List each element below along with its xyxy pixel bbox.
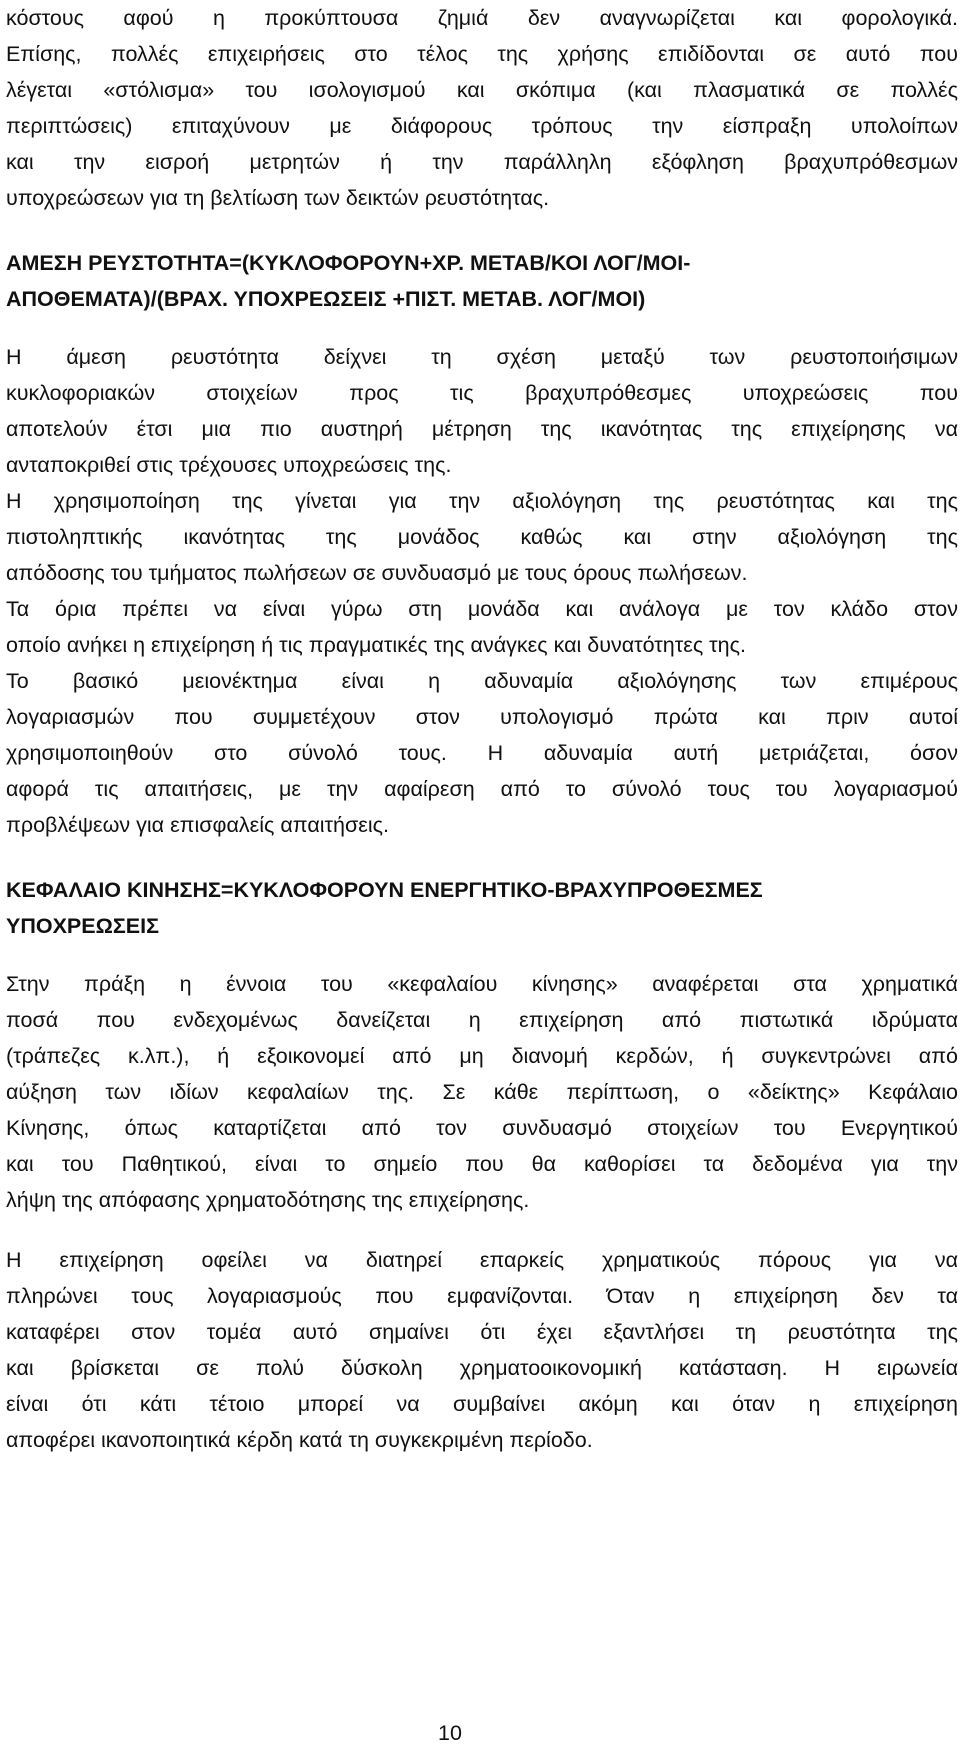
text-line: και βρίσκεται σε πολύ δύσκολη χρηματοοικονομική κατάσταση. Η ειρωνεία (6, 1356, 958, 1380)
section1-paragraph-4 (6, 663, 958, 843)
text-line: οποίο ανήκει η επιχείρηση ή τις πραγματικές της ανάγκες και δυνατότητες της. (6, 633, 746, 657)
text-line: Κίνησης, όπως καταρτίζεται από τον συνδυασμό στοιχείων του Ενεργητικού (6, 1116, 958, 1140)
text-line: είναι ότι κάτι τέτοιο μπορεί να συμβαίνει ακόμη και όταν η επιχείρηση (6, 1392, 958, 1416)
text-line: κόστους αφού η προκύπτουσα ζημιά δεν αναγνωρίζεται και φορολογικά. (6, 6, 958, 30)
text-line: Η χρησιμοποίηση της γίνεται για την αξιολόγηση της ρευστότητας και της (6, 489, 958, 513)
section1-paragraph-1 (6, 339, 958, 483)
text-line: πιστοληπτικής ικανότητας της μονάδος καθώς και στην αξιολόγηση της (6, 525, 958, 549)
text-line: καταφέρει στον τομέα αυτό σημαίνει ότι έχει εξαντλήσει τη ρευστότητα της (6, 1320, 958, 1344)
text-line: (τράπεζες κ.λπ.), ή εξοικονομεί από μη διανομή κερδών, ή συγκεντρώνει από (6, 1044, 958, 1068)
heading-line: ΥΠΟΧΡΕΩΣΕΙΣ (6, 914, 159, 938)
text-line: Η άμεση ρευστότητα δείχνει τη σχέση μεταξύ των ρευστοποιήσιμων (6, 345, 958, 369)
text-line: Τα όρια πρέπει να είναι γύρω στη μονάδα και ανάλογα με τον κλάδο στον (6, 597, 958, 621)
section-heading-working-capital (6, 872, 958, 944)
text-line: Επίσης, πολλές επιχειρήσεις στο τέλος της χρήσης επιδίδονται σε αυτό που (6, 42, 958, 66)
text-line: κυκλοφοριακών στοιχείων προς τις βραχυπρόθεσμες υποχρεώσεις που (6, 381, 958, 405)
text-line: αποφέρει ικανοποιητικά κέρδη κατά τη συγκεκριμένη περίοδο. (6, 1428, 593, 1452)
text-line: αύξηση των ιδίων κεφαλαίων της. Σε κάθε περίπτωση, ο «δείκτης» Κεφάλαιο (6, 1080, 958, 1104)
text-line: λήψη της απόφασης χρηματοδότησης της επιχείρησης. (6, 1188, 530, 1212)
heading-line: ΚΕΦΑΛΑΙΟ ΚΙΝΗΣΗΣ=ΚΥΚΛΟΦΟΡΟΥΝ ΕΝΕΡΓΗΤΙΚΟ-ΒΡΑΧΥΠΡΟΘΕΣΜΕΣ (6, 878, 763, 902)
document-page (6, 0, 958, 1458)
text-line: χρησιμοποιηθούν στο σύνολό τους. Η αδυναμία αυτή μετριάζεται, όσον (6, 741, 958, 765)
text-line: Το βασικό μειονέκτημα είναι η αδυναμία αξιολόγησης των επιμέρους (6, 669, 958, 693)
text-line: αποτελούν έτσι μια πιο αυστηρή μέτρηση της ικανότητας της επιχείρησης να (6, 417, 958, 441)
text-line: προβλέψεων για επισφαλείς απαιτήσεις. (6, 813, 389, 837)
section1-paragraph-2 (6, 483, 958, 591)
text-line: και του Παθητικού, είναι το σημείο που θα καθορίσει τα δεδομένα για την (6, 1152, 958, 1176)
section2-paragraph-2 (6, 1242, 958, 1458)
page-number: 10 (438, 1721, 462, 1745)
heading-line: ΑΠΟΘΕΜΑΤΑ)/(ΒΡΑΧ. ΥΠΟΧΡΕΩΣΕΙΣ +ΠΙΣΤ. ΜΕΤΑΒ. ΛΟΓ/ΜΟΙ) (6, 287, 646, 311)
text-line: ανταποκριθεί στις τρέχουσες υποχρεώσεις της. (6, 453, 452, 477)
text-line: λογαριασμών που συμμετέχουν στον υπολογισμό πρώτα και πριν αυτοί (6, 705, 958, 729)
section-heading-quick-ratio (6, 245, 958, 317)
text-line: Η επιχείρηση οφείλει να διατηρεί επαρκείς χρηματικούς πόρους για να (6, 1248, 958, 1272)
text-line: λέγεται «στόλισμα» του ισολογισμού και σκόπιμα (και πλασματικά σε πολλές (6, 78, 958, 102)
heading-line: ΑΜΕΣΗ ΡΕΥΣΤΟΤΗΤΑ=(ΚΥΚΛΟΦΟΡΟΥΝ+ΧΡ. ΜΕΤΑΒ/ΚΟΙ ΛΟΓ/ΜΟΙ- (6, 251, 691, 275)
text-line: περιπτώσεις) επιταχύνουν με διάφορους τρόπους την είσπραξη υπολοίπων (6, 114, 958, 138)
text-line: πληρώνει τους λογαριασμούς που εμφανίζονται. Όταν η επιχείρηση δεν τα (6, 1284, 958, 1308)
text-line: Στην πράξη η έννοια του «κεφαλαίου κίνησης» αναφέρεται στα χρηματικά (6, 972, 958, 996)
text-line: απόδοσης του τμήματος πωλήσεων σε συνδυασμό με τους όρους πωλήσεων. (6, 561, 748, 585)
text-line: υποχρεώσεων για τη βελτίωση των δεικτών ρευστότητας. (6, 186, 550, 210)
text-line: και την εισροή μετρητών ή την παράλληλη εξόφληση βραχυπρόθεσμων (6, 150, 958, 174)
section1-paragraph-3 (6, 591, 958, 663)
text-line: αφορά τις απαιτήσεις, με την αφαίρεση από το σύνολό τους του λογαριασμού (6, 777, 958, 801)
intro-paragraph (6, 0, 958, 216)
text-line: ποσά που ενδεχομένως δανείζεται η επιχείρηση από πιστωτικά ιδρύματα (6, 1008, 958, 1032)
section2-paragraph-1 (6, 966, 958, 1218)
